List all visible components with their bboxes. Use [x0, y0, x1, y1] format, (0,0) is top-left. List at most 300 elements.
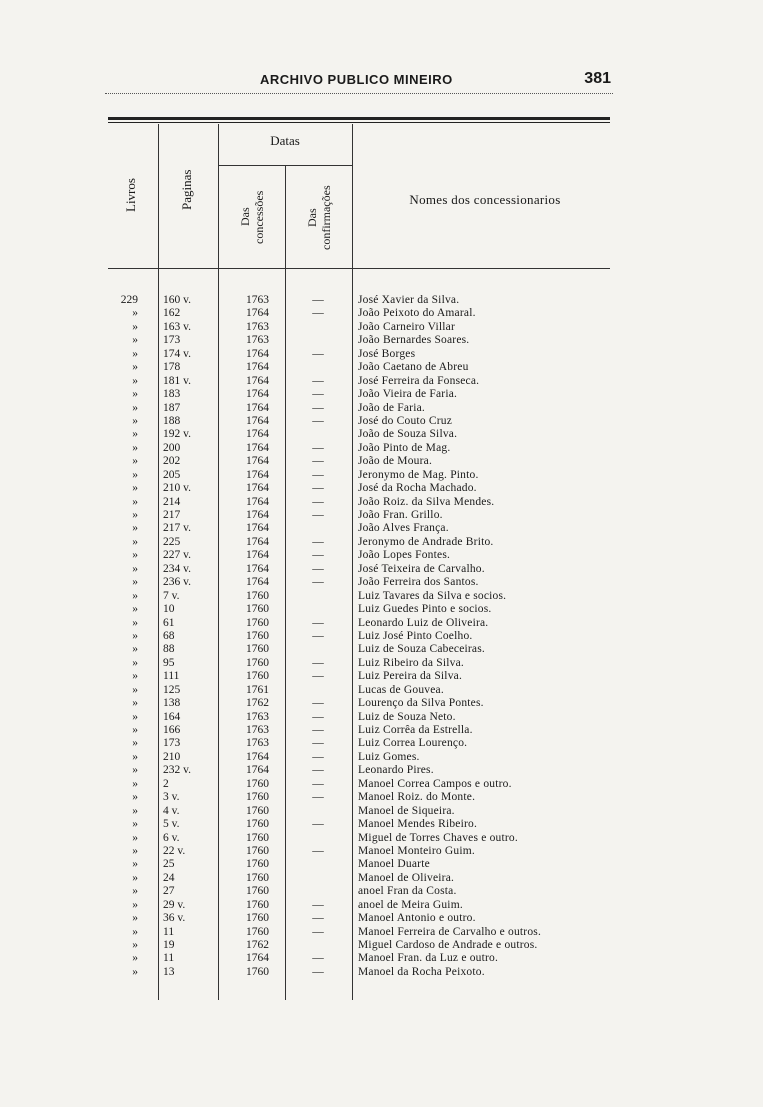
concessao-cell: 1764 — [246, 468, 269, 481]
table-row — [108, 966, 618, 979]
nome-cell: Luiz Tavares da Silva e socios. — [358, 589, 507, 602]
nome-cell: Manoel Roiz. do Monte. — [358, 791, 476, 804]
confirmacao-cell: — — [312, 441, 324, 454]
pagina-cell: 11 — [163, 952, 175, 965]
table-top-thin-rule — [108, 122, 610, 123]
confirmacao-cell: — — [312, 791, 324, 804]
nome-cell: Luiz Corrêa da Estrella. — [358, 724, 473, 736]
pagina-cell: 24 — [163, 871, 175, 884]
table-row — [108, 684, 618, 697]
pagina-cell: 162 — [163, 307, 181, 320]
nome-cell: João Caetano de Abreu — [358, 361, 469, 374]
table-row — [108, 791, 618, 804]
nome-cell: João Pinto de Mag. — [358, 441, 451, 454]
nome-cell: José Borges — [358, 347, 416, 360]
table-row — [108, 926, 618, 939]
livro-cell: » — [132, 414, 138, 427]
nome-cell: Lourenço da Silva Pontes. — [358, 697, 484, 710]
livro-cell: » — [132, 401, 138, 414]
livro-cell: » — [132, 912, 138, 925]
concessao-cell: 1760 — [246, 670, 269, 683]
livro-cell: » — [132, 495, 138, 508]
table-row — [108, 657, 618, 670]
confirmacao-cell: — — [312, 737, 324, 750]
pagina-cell: 4 v. — [163, 804, 180, 817]
livro-cell: » — [132, 549, 138, 562]
table-top-rule — [108, 117, 610, 120]
nome-cell: Luiz de Souza Cabeceiras. — [358, 643, 485, 656]
nome-cell: João Lopes Fontes. — [358, 549, 451, 562]
page-header — [105, 70, 613, 90]
pagina-cell: 68 — [163, 629, 175, 642]
concessao-cell: 1764 — [246, 388, 269, 401]
concessao-cell: 1764 — [246, 549, 269, 562]
concessao-cell: 1760 — [246, 818, 269, 831]
livro-cell: » — [132, 535, 138, 548]
confirmacao-cell: — — [312, 764, 324, 777]
header-rule — [105, 93, 613, 94]
nome-cell: Luiz José Pinto Coelho. — [358, 629, 473, 642]
pagina-cell: 181 v. — [163, 374, 192, 387]
nome-cell: João Peixoto do Amaral. — [358, 307, 476, 320]
pagina-cell: 217 — [163, 509, 181, 521]
pagina-cell: 200 — [163, 441, 181, 454]
nome-cell: José Xavier da Silva. — [358, 294, 460, 306]
table-row — [108, 778, 618, 791]
nome-cell: João de Moura. — [358, 455, 433, 468]
table-row — [108, 805, 618, 818]
table-row — [108, 939, 618, 952]
livro-cell: » — [132, 858, 138, 871]
livro-cell: » — [132, 939, 138, 951]
livro-cell: » — [132, 737, 138, 750]
livro-cell: » — [132, 522, 138, 535]
pagina-cell: 183 — [163, 388, 181, 401]
livro-cell: » — [132, 724, 138, 736]
nome-cell: Manoel Antonio e outro. — [358, 912, 476, 925]
header-paginas: Paginas — [179, 169, 194, 211]
table-row — [108, 576, 618, 589]
pagina-cell: 236 v. — [163, 576, 192, 589]
confirmacao-cell: — — [312, 965, 324, 978]
livro-cell: » — [132, 683, 138, 696]
table-row — [108, 549, 618, 562]
pagina-cell: 6 v. — [163, 831, 180, 844]
nome-cell: José Teixeira de Carvalho. — [358, 562, 485, 575]
pagina-cell: 3 v. — [163, 791, 180, 804]
pagina-cell: 210 — [163, 750, 181, 763]
livro-cell: » — [132, 656, 138, 669]
table-row — [108, 899, 618, 912]
pagina-cell: 10 — [163, 603, 175, 616]
livro-cell: » — [132, 468, 138, 481]
concessao-cell: 1760 — [246, 831, 269, 844]
confirmacao-cell: — — [312, 468, 324, 481]
livro-cell: » — [132, 441, 138, 454]
concessao-cell: 1764 — [246, 764, 269, 777]
pagina-cell: 234 v. — [163, 562, 192, 575]
datas-underline — [218, 165, 352, 166]
nome-cell: João Fran. Grillo. — [358, 509, 443, 521]
pagina-cell: 164 — [163, 710, 181, 723]
table-row — [108, 496, 618, 509]
table-body — [108, 294, 618, 979]
pagina-cell: 125 — [163, 683, 181, 696]
table-row — [108, 522, 618, 535]
concessao-cell: 1760 — [246, 804, 269, 817]
nome-cell: Luiz Gomes. — [358, 750, 420, 763]
concessao-cell: 1764 — [246, 522, 269, 535]
confirmacao-cell: — — [312, 576, 324, 589]
livro-cell: » — [132, 347, 138, 360]
confirmacao-cell: — — [312, 912, 324, 925]
nome-cell: Luiz Correa Lourenço. — [358, 737, 468, 750]
livro-cell: » — [132, 804, 138, 817]
livro-cell: » — [132, 925, 138, 938]
livro-cell: » — [132, 334, 138, 347]
confirmacao-cell: — — [312, 509, 324, 521]
page-number: 381 — [584, 70, 611, 87]
livro-cell: » — [132, 844, 138, 857]
concessao-cell: 1762 — [246, 697, 269, 710]
table-row — [108, 872, 618, 885]
livro-cell: » — [132, 562, 138, 575]
table-row — [108, 617, 618, 630]
pagina-cell: 227 v. — [163, 549, 192, 562]
pagina-cell: 7 v. — [163, 589, 180, 602]
livro-cell: » — [132, 307, 138, 320]
confirmacao-cell: — — [312, 414, 324, 427]
concessao-cell: 1764 — [246, 482, 269, 495]
concessao-cell: 1760 — [246, 791, 269, 804]
nome-cell: Jeronymo de Andrade Brito. — [358, 535, 494, 548]
concessao-cell: 1764 — [246, 952, 269, 965]
livro-cell: » — [132, 388, 138, 401]
concessao-cell: 1764 — [246, 428, 269, 441]
pagina-cell: 5 v. — [163, 818, 180, 831]
confirmacao-cell: — — [312, 616, 324, 629]
nome-cell: Manoel de Oliveira. — [358, 871, 455, 884]
nome-cell: Leonardo Pires. — [358, 764, 434, 777]
confirmacao-cell: — — [312, 697, 324, 710]
table-row — [108, 845, 618, 858]
pagina-cell: 214 — [163, 495, 181, 508]
table-row — [108, 764, 618, 777]
nome-cell: João Ferreira dos Santos. — [358, 576, 479, 589]
table-row — [108, 751, 618, 764]
pagina-cell: 88 — [163, 643, 175, 656]
confirmacao-cell: — — [312, 535, 324, 548]
pagina-cell: 174 v. — [163, 347, 192, 360]
nome-cell: José da Rocha Machado. — [358, 482, 477, 495]
concessao-cell: 1764 — [246, 374, 269, 387]
concessao-cell: 1760 — [246, 844, 269, 857]
confirmacao-cell: — — [312, 670, 324, 683]
livro-cell: » — [132, 965, 138, 978]
confirmacao-cell: — — [312, 482, 324, 495]
pagina-cell: 232 v. — [163, 764, 192, 777]
pagina-cell: 173 — [163, 737, 181, 750]
pagina-cell: 163 v. — [163, 320, 192, 333]
confirmacao-cell: — — [312, 925, 324, 938]
table-row — [108, 348, 618, 361]
livro-cell: » — [132, 576, 138, 589]
pagina-cell: 25 — [163, 858, 175, 871]
confirmacao-cell: — — [312, 952, 324, 965]
pagina-cell: 29 v. — [163, 898, 186, 911]
concessao-cell: 1764 — [246, 576, 269, 589]
pagina-cell: 95 — [163, 656, 175, 669]
pagina-cell: 111 — [163, 670, 180, 683]
concessao-cell: 1764 — [246, 401, 269, 414]
nome-cell: anoel de Meira Guim. — [358, 898, 463, 911]
confirmacao-cell: — — [312, 777, 324, 790]
pagina-cell: 187 — [163, 401, 181, 414]
concessao-cell: 1764 — [246, 750, 269, 763]
confirmacao-cell: — — [312, 347, 324, 360]
concessao-cell: 1760 — [246, 643, 269, 656]
confirmacao-cell: — — [312, 656, 324, 669]
concessao-cell: 1760 — [246, 885, 269, 898]
table-row — [108, 402, 618, 415]
pagina-cell: 13 — [163, 965, 175, 978]
concessao-cell: 1763 — [246, 710, 269, 723]
table-row — [108, 952, 618, 965]
pagina-cell: 27 — [163, 885, 175, 898]
table-row — [108, 885, 618, 898]
pagina-cell: 178 — [163, 361, 181, 374]
livro-cell: » — [132, 428, 138, 441]
concessao-cell: 1761 — [246, 683, 269, 696]
concessao-cell: 1764 — [246, 509, 269, 521]
livro-cell: » — [132, 885, 138, 898]
concessao-cell: 1760 — [246, 912, 269, 925]
table-row — [108, 737, 618, 750]
livro-cell: » — [132, 898, 138, 911]
confirmacao-cell: — — [312, 629, 324, 642]
nome-cell: Manoel Duarte — [358, 858, 430, 871]
concessao-cell: 1763 — [246, 294, 269, 306]
pagina-cell: 188 — [163, 414, 181, 427]
nome-cell: Luiz de Souza Neto. — [358, 710, 456, 723]
livro-cell: » — [132, 374, 138, 387]
nome-cell: Miguel de Torres Chaves e outro. — [358, 831, 518, 844]
confirmacao-cell: — — [312, 844, 324, 857]
table-row — [108, 442, 618, 455]
concessao-cell: 1763 — [246, 320, 269, 333]
livro-cell: » — [132, 509, 138, 521]
table-row — [108, 361, 618, 374]
nome-cell: Manoel Ferreira de Carvalho e outros. — [358, 925, 542, 938]
nome-cell: Manoel de Siqueira. — [358, 804, 455, 817]
concessao-cell: 1764 — [246, 535, 269, 548]
livro-cell: » — [132, 643, 138, 656]
concessao-cell: 1764 — [246, 347, 269, 360]
livro-cell: » — [132, 710, 138, 723]
table-row — [108, 818, 618, 831]
table-row — [108, 455, 618, 468]
livro-cell: » — [132, 791, 138, 804]
nome-cell: Luiz Ribeiro da Silva. — [358, 656, 464, 669]
table-row — [108, 294, 618, 307]
livro-cell: » — [132, 818, 138, 831]
livro-cell: » — [132, 320, 138, 333]
concessao-cell: 1764 — [246, 361, 269, 374]
confirmacao-cell: — — [312, 388, 324, 401]
header-bottom-rule — [108, 268, 610, 269]
confirmacao-cell: — — [312, 307, 324, 320]
table-row — [108, 428, 618, 441]
header-livros: Livros — [123, 178, 138, 212]
concessao-cell: 1764 — [246, 414, 269, 427]
concessao-cell: 1760 — [246, 777, 269, 790]
table-row — [108, 832, 618, 845]
confirmacao-cell: — — [312, 898, 324, 911]
pagina-cell: 166 — [163, 724, 181, 736]
nome-cell: Luiz Pereira da Silva. — [358, 670, 463, 683]
nome-cell: anoel Fran da Costa. — [358, 885, 457, 898]
pagina-cell: 217 v. — [163, 522, 192, 535]
confirmacao-cell: — — [312, 818, 324, 831]
livro-cell: » — [132, 482, 138, 495]
table-row — [108, 563, 618, 576]
table-row — [108, 630, 618, 643]
nome-cell: Manoel da Rocha Peixoto. — [358, 965, 485, 978]
nome-cell: Manoel Correa Campos e outro. — [358, 777, 512, 790]
table-row — [108, 334, 618, 347]
table-row — [108, 912, 618, 925]
livro-cell: » — [132, 603, 138, 616]
confirmacao-cell: — — [312, 562, 324, 575]
pagina-cell: 160 v. — [163, 294, 192, 306]
nome-cell: Manoel Monteiro Guim. — [358, 844, 475, 857]
table-row — [108, 858, 618, 871]
livro-cell: » — [132, 777, 138, 790]
pagina-cell: 11 — [163, 925, 175, 938]
confirmacao-cell: — — [312, 549, 324, 562]
confirmacao-cell: — — [312, 495, 324, 508]
livro-cell: » — [132, 455, 138, 468]
nome-cell: José Ferreira da Fonseca. — [358, 374, 480, 387]
table-row — [108, 321, 618, 334]
concessao-cell: 1760 — [246, 603, 269, 616]
concessao-cell: 1762 — [246, 939, 269, 951]
confirmacao-cell: — — [312, 710, 324, 723]
nome-cell: João de Faria. — [358, 401, 425, 414]
nome-cell: João Carneiro Villar — [358, 320, 455, 333]
pagina-cell: 202 — [163, 455, 181, 468]
nome-cell: Luiz Guedes Pinto e socios. — [358, 603, 492, 616]
nome-cell: João Vieira de Faria. — [358, 388, 458, 401]
concessao-cell: 1763 — [246, 737, 269, 750]
table-row — [108, 697, 618, 710]
header-datas: Datas — [270, 133, 300, 148]
nome-cell: Lucas de Gouvea. — [358, 683, 444, 696]
header-das-confirmacoes: Das confirmações — [305, 185, 333, 250]
nome-cell: Leonardo Luiz de Oliveira. — [358, 616, 489, 629]
livro-cell: » — [132, 697, 138, 710]
pagina-cell: 2 — [163, 777, 169, 790]
concessao-cell: 1764 — [246, 455, 269, 468]
livro-cell: » — [132, 750, 138, 763]
livro-cell: 229 — [120, 294, 138, 306]
header-title: ARCHIVO PUBLICO MINEIRO — [260, 72, 453, 87]
table-row — [108, 388, 618, 401]
concessao-cell: 1760 — [246, 629, 269, 642]
pagina-cell: 173 — [163, 334, 181, 347]
nome-cell: João de Souza Silva. — [358, 428, 458, 441]
table-row — [108, 670, 618, 683]
pagina-cell: 138 — [163, 697, 181, 710]
table-row — [108, 590, 618, 603]
livro-cell: » — [132, 616, 138, 629]
table-row — [108, 711, 618, 724]
table-row — [108, 469, 618, 482]
livro-cell: » — [132, 764, 138, 777]
concessao-cell: 1760 — [246, 616, 269, 629]
concessao-cell: 1763 — [246, 724, 269, 736]
table-row — [108, 375, 618, 388]
concessao-cell: 1764 — [246, 495, 269, 508]
confirmacao-cell: — — [312, 294, 324, 306]
concessao-cell: 1760 — [246, 589, 269, 602]
table-row — [108, 307, 618, 320]
concessao-cell: 1764 — [246, 562, 269, 575]
table-row — [108, 482, 618, 495]
livro-cell: » — [132, 629, 138, 642]
header-nomes: Nomes dos concessionarios — [409, 192, 561, 207]
confirmacao-cell: — — [312, 750, 324, 763]
concessao-cell: 1760 — [246, 656, 269, 669]
concessao-cell: 1764 — [246, 441, 269, 454]
livro-cell: » — [132, 952, 138, 965]
livro-cell: » — [132, 670, 138, 683]
livro-cell: » — [132, 871, 138, 884]
nome-cell: José do Couto Cruz — [358, 414, 452, 427]
pagina-cell: 61 — [163, 616, 175, 629]
pagina-cell: 19 — [163, 939, 175, 951]
pagina-cell: 225 — [163, 535, 181, 548]
nome-cell: Jeronymo de Mag. Pinto. — [358, 468, 479, 481]
concessao-cell: 1760 — [246, 965, 269, 978]
confirmacao-cell: — — [312, 374, 324, 387]
confirmacao-cell: — — [312, 455, 324, 468]
concessao-cell: 1760 — [246, 858, 269, 871]
concessao-cell: 1760 — [246, 925, 269, 938]
concessao-cell: 1764 — [246, 307, 269, 320]
nome-cell: João Bernardes Soares. — [358, 334, 470, 347]
livro-cell: » — [132, 831, 138, 844]
table-row — [108, 415, 618, 428]
concessao-cell: 1760 — [246, 871, 269, 884]
pagina-cell: 22 v. — [163, 844, 186, 857]
table-row — [108, 724, 618, 737]
confirmacao-cell: — — [312, 724, 324, 736]
nome-cell: Miguel Cardoso de Andrade e outros. — [358, 939, 538, 951]
pagina-cell: 192 v. — [163, 428, 192, 441]
pagina-cell: 210 v. — [163, 482, 192, 495]
table-row — [108, 509, 618, 522]
livro-cell: » — [132, 361, 138, 374]
nome-cell: Manoel Fran. da Luz e outro. — [358, 952, 499, 965]
confirmacao-cell: — — [312, 401, 324, 414]
pagina-cell: 205 — [163, 468, 181, 481]
concessao-cell: 1760 — [246, 898, 269, 911]
livro-cell: » — [132, 589, 138, 602]
header-das-concessoes: Das concessões — [238, 190, 266, 244]
concessao-cell: 1763 — [246, 334, 269, 347]
nome-cell: João Roiz. da Silva Mendes. — [358, 495, 495, 508]
